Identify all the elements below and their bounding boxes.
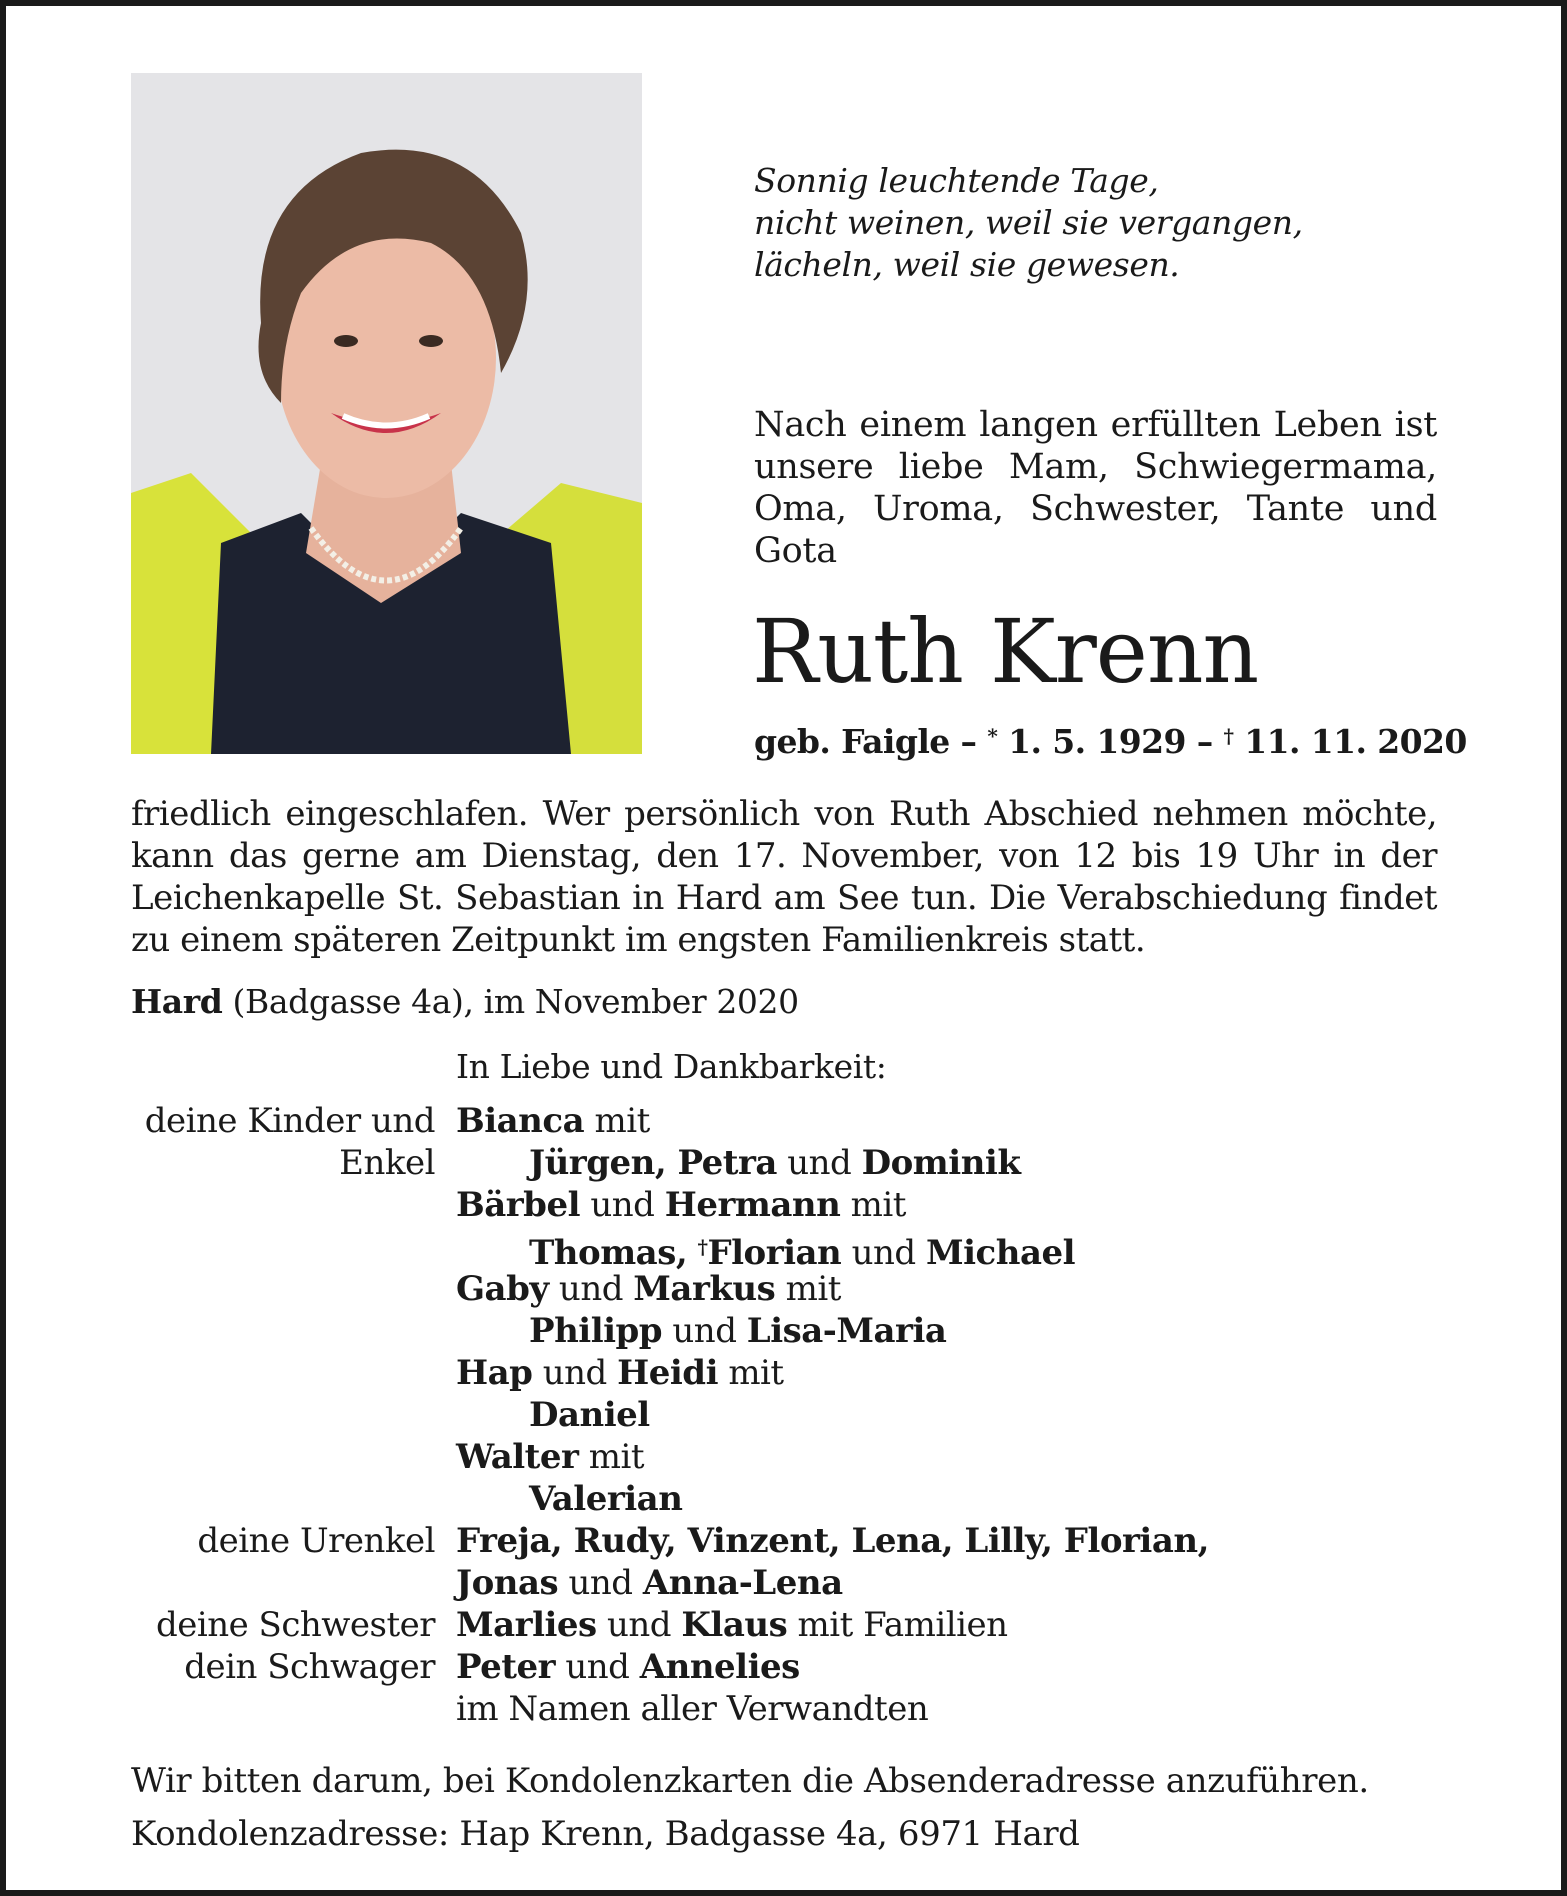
closing-notes [131,1760,1437,1866]
person-name: Thomas, [529,1233,688,1273]
person-name: Dominik [861,1143,1021,1183]
intro-line: Oma, Uroma, Schwester, Tante und [754,489,1437,529]
family-row [131,1352,1437,1394]
family-row [131,1394,1437,1436]
person-name: Gaby [456,1269,549,1309]
connector: mit Familien [797,1605,1008,1645]
body-line: Leichenkapelle St. Sebastian in Hard am See tun. Die Verabschiedung findet [131,878,1437,918]
relation-label: deine Kinder und [144,1101,435,1141]
family-row [131,1184,1437,1226]
place-date [131,982,799,1021]
connector: und [542,1353,607,1393]
connector: und [672,1311,737,1351]
person-name: Hermann [664,1185,841,1225]
body-line: kann das gerne am Dienstag, den 17. November, von 12 bis 19 Uhr in der [131,836,1437,876]
family-row [131,1646,1437,1688]
death-date: 11. 11. 2020 [1244,722,1467,761]
family-row [131,1226,1437,1273]
family-row [131,1478,1437,1520]
person-name: Freja, Rudy, Vinzent, Lena, Lilly, Florian, [456,1521,1209,1561]
person-name: Jonas [456,1563,559,1603]
condolence-request: Wir bitten darum, bei Kondolenzkarten die Absenderadresse anzuführen. [131,1761,1369,1801]
condolence-address: Kondolenzadresse: Hap Krenn, Badgasse 4a, 6971 Hard [131,1814,1080,1854]
intro-line: Gota [754,531,837,571]
announcement-body [131,793,1437,961]
person-name: Peter [456,1647,556,1687]
birth-symbol: * [987,724,998,748]
person-name: Daniel [529,1395,650,1435]
deceased-symbol: † [697,1235,708,1259]
relation-label: deine Urenkel [197,1521,435,1561]
connector: und [851,1233,916,1273]
relation-label: Enkel [339,1143,435,1183]
relation-label: dein Schwager [184,1647,435,1687]
person-name: Marlies [456,1605,597,1645]
person-name: Heidi [617,1353,718,1393]
family-row [131,1436,1437,1478]
person-name: Lisa-Maria [746,1311,947,1351]
place-rest: (Badgasse 4a), im November 2020 [222,982,799,1021]
connector: und [568,1563,633,1603]
person-name: Michael [925,1233,1076,1273]
intro-text [754,404,1437,572]
relatives-note: im Namen aller Verwandten [456,1689,929,1729]
portrait-photo [131,73,642,754]
connector: und [565,1647,630,1687]
life-dates: geb. Faigle – * 1. 5. 1929 – † 11. 11. 2020 [754,722,1467,761]
person-name: Philipp [529,1311,663,1351]
connector: mit [785,1269,841,1309]
family-row [131,1142,1437,1184]
intro-line: Nach einem langen erfüllten Leben ist [754,405,1437,445]
memorial-verse [754,160,1394,286]
person-name: Bianca [456,1101,585,1141]
person-name: Hap [456,1353,533,1393]
maiden-name: geb. Faigle [754,722,950,761]
family-row [131,1520,1437,1562]
verse-line: Sonnig leuchtende Tage, [754,161,1159,200]
verse-line: nicht weinen, weil sie vergangen, [754,203,1303,242]
connector: mit [728,1353,784,1393]
person-name: Jürgen, Petra [529,1143,777,1183]
family-row [131,1604,1437,1646]
death-symbol: † [1223,724,1234,748]
family-row [131,1562,1437,1604]
town: Hard [131,982,223,1021]
connector: mit [850,1185,906,1225]
connector: mit [588,1437,645,1477]
family-list [131,1100,1437,1730]
family-row [131,1310,1437,1352]
person-name: Klaus [681,1605,788,1645]
person-name: Florian [707,1233,842,1273]
verse-line: lächeln, weil sie gewesen. [754,245,1180,284]
person-name: Walter [456,1437,579,1477]
connector: und [607,1605,672,1645]
relation-label: deine Schwester [155,1605,435,1645]
family-row [131,1688,1437,1730]
family-row [131,1268,1437,1310]
person-name: Valerian [529,1479,683,1519]
person-name: Anna-Lena [642,1563,843,1603]
person-name: Markus [633,1269,776,1309]
birth-date: 1. 5. 1929 [1008,722,1186,761]
connector: mit [594,1101,650,1141]
thanks-heading: In Liebe und Dankbarkeit: [456,1047,887,1086]
intro-line: unsere liebe Mam, Schwiegermama, [754,447,1437,487]
connector: und [787,1143,852,1183]
body-line: friedlich eingeschlafen. Wer persönlich von Ruth Abschied nehmen möchte, [131,794,1437,834]
person-name: Bärbel [456,1185,581,1225]
body-line: zu einem späteren Zeitpunkt im engsten Familienkreis statt. [131,920,1146,960]
connector: und [558,1269,623,1309]
person-name: Annelies [639,1647,800,1687]
connector: und [590,1185,655,1225]
deceased-name: Ruth Krenn [752,600,1259,703]
family-row [131,1100,1437,1142]
